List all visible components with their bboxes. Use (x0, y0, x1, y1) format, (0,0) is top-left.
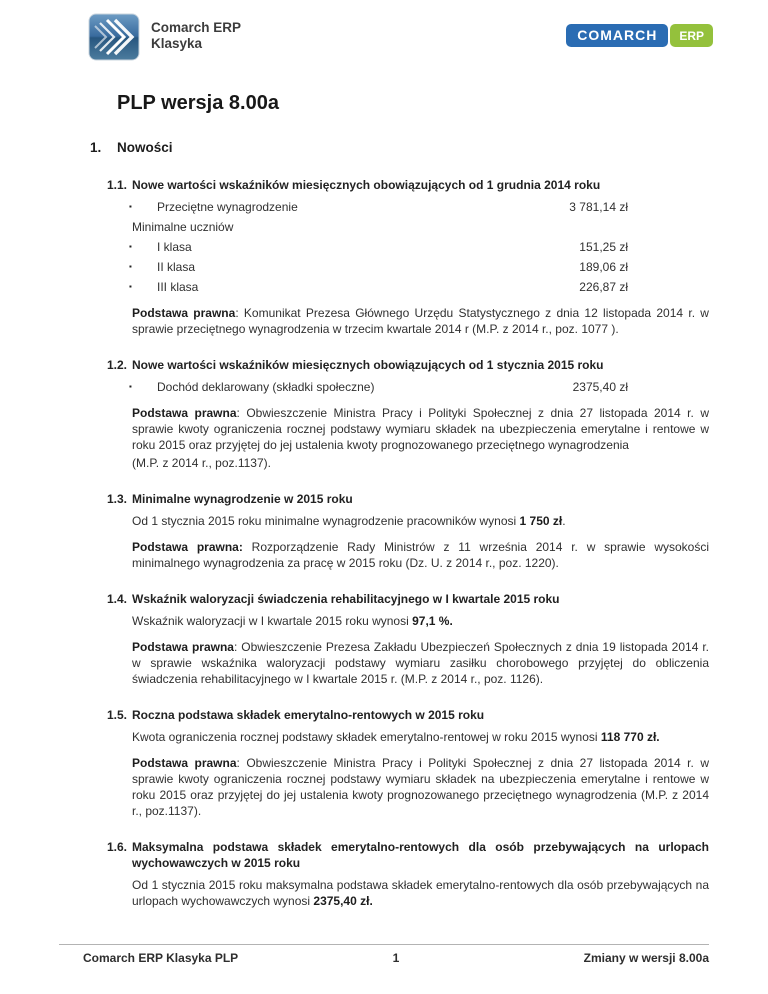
bullet-icon: ▪ (129, 242, 132, 251)
legal-basis-paragraph (132, 639, 709, 687)
subsection-title: Minimalne wynagrodzenie w 2015 roku (132, 492, 353, 506)
subsection-heading (107, 177, 709, 193)
subsection-1-6 (107, 839, 709, 909)
subsection-number: 1.3. (107, 492, 128, 506)
body-paragraph (132, 729, 709, 745)
legal-basis-label: Podstawa prawna (132, 306, 236, 320)
body-paragraph (132, 613, 709, 629)
legal-basis-paragraph (132, 755, 709, 819)
highlighted-value: 118 770 zł. (600, 730, 660, 744)
subsection-number: 1.5. (107, 708, 128, 722)
item-value: 151,25 zł (579, 240, 628, 254)
body-text: . (562, 514, 566, 528)
subsection-1-5 (107, 707, 709, 819)
legal-basis-text: : Obwieszczenie Ministra Pracy i Polityki Społecznej z dnia 27 listopada 2014 r. w sprawie kwoty ograniczenia rocznej podstawy wymiaru składek na ubezpieczenia emerytalne i rentowe w roku 2015 oraz przyjętej do jej ustalenia kwoty prognozowanego przeciętnego wynagrodzenia (M.P. z 2014 r., poz.1137). (132, 756, 709, 818)
legal-basis-label: Podstawa prawna (132, 406, 237, 420)
highlighted-value: 1 750 zł (519, 514, 563, 528)
subsection-title: Roczna podstawa składek emerytalno-rentowych w 2015 roku (132, 708, 485, 722)
subsection-number: 1.4. (107, 592, 128, 606)
subsection-title: Wskaźnik waloryzacji świadczenia rehabilitacyjnego w I kwartale 2015 roku (132, 592, 560, 606)
subsection-heading (107, 839, 709, 871)
item-value: 226,87 zł (579, 280, 628, 294)
legal-basis-reference: (M.P. z 2014 r., poz.1137). (132, 456, 271, 470)
logo-line2: Klasyka (151, 36, 203, 51)
erp-badge: ERP (670, 24, 713, 47)
indicator-list (127, 379, 628, 395)
legal-basis-label: Podstawa prawna (132, 756, 237, 770)
legal-basis-text: Rozporządzenie Rady Ministrów z 11 września 2014 r. w sprawie wysokości minimalnego wynagrodzenia za pracę w 2015 roku (Dz. U. z 2014 r., poz. 1220). (132, 540, 710, 570)
subsection-number: 1.2. (107, 358, 128, 372)
legal-basis-paragraph (132, 405, 709, 453)
page-header (88, 13, 713, 61)
list-item (127, 219, 628, 235)
subsection-1-3 (107, 491, 709, 571)
item-value: 3 781,14 zł (569, 200, 628, 214)
section-heading-nowosci (90, 139, 709, 157)
item-label: Przeciętne wynagrodzenie (157, 200, 298, 214)
body-text: Od 1 stycznia 2015 roku minimalne wynagrodzenie pracowników wynosi (132, 514, 520, 528)
highlighted-value: 2375,40 zł. (313, 894, 373, 908)
bullet-icon: ▪ (129, 382, 132, 391)
subsection-1-2 (107, 357, 709, 471)
footer-version-note: Zmiany w wersji 8.00a (583, 951, 710, 965)
legal-basis-label: Podstawa prawna: (132, 540, 243, 554)
legal-basis-text: : Obwieszczenie Ministra Pracy i Polityki Społecznej z dnia 27 listopada 2014 r. w sprawie kwoty ograniczenia rocznej podstawy wymiaru składek na ubezpieczenia emerytalne i rentowe w roku 2015 oraz przyjętej do jej ustalenia kwoty prognozowanego przeciętnego wynagrodzenia (132, 406, 709, 452)
body-text: Od 1 stycznia 2015 roku maksymalna podstawa składek emerytalno-rentowych dla osób przebywających na urlopach wychowawczych wynosi (132, 878, 709, 908)
subsection-heading (107, 357, 709, 373)
item-label: I klasa (157, 240, 192, 254)
bullet-icon: ▪ (129, 202, 132, 211)
bullet-icon: ▪ (129, 262, 132, 271)
subsection-title: Maksymalna podstawa składek emerytalno-rentowych dla osób przebywających na urlopach wychowawczych w 2015 roku (132, 840, 709, 870)
item-label: Minimalne uczniów (132, 220, 234, 234)
list-item (127, 199, 628, 215)
document-content (90, 78, 710, 909)
bullet-icon: ▪ (129, 282, 132, 291)
item-value: 189,06 zł (579, 260, 628, 274)
body-text: Kwota ograniczenia rocznej podstawy składek emerytalno-rentowej w roku 2015 wynosi (132, 730, 601, 744)
subsection-number: 1.1. (107, 178, 128, 192)
section-number: 1. (90, 140, 102, 155)
item-value: 2375,40 zł (572, 380, 628, 394)
item-label: III klasa (157, 280, 199, 294)
subsection-heading (107, 491, 709, 507)
list-item (127, 279, 628, 295)
subsection-number: 1.6. (107, 840, 128, 854)
footer-page-number: 1 (392, 951, 400, 965)
legal-basis-text: : Komunikat Prezesa Głównego Urzędu Statystycznego z dnia 12 listopada 2014 r. w sprawie przeciętnego wynagrodzenia w trzecim kwartale 2014 r (M.P. z 2014 r., poz. 1077 ). (132, 306, 709, 336)
list-item (127, 239, 628, 255)
comarch-wordmark: COMARCH (566, 24, 668, 47)
body-text: Wskaźnik waloryzacji w I kwartale 2015 roku wynosi (132, 614, 413, 628)
subsection-heading (107, 707, 709, 723)
subsection-title: Nowe wartości wskaźników miesięcznych obowiązujących od 1 grudnia 2014 roku (132, 178, 601, 192)
subsection-heading (107, 591, 709, 607)
logo-line1: Comarch ERP (151, 20, 242, 35)
logo-text (151, 13, 241, 61)
footer-product-name: Comarch ERP Klasyka PLP (83, 951, 239, 965)
body-paragraph (132, 877, 709, 909)
item-label: II klasa (157, 260, 196, 274)
comarch-erp-badge (566, 24, 713, 47)
subsection-1-1 (107, 177, 709, 337)
highlighted-value: 97,1 %. (412, 614, 453, 628)
comarch-logo-icon (88, 13, 140, 61)
legal-basis-text: : Obwieszczenie Prezesa Zakładu Ubezpieczeń Społecznych z dnia 19 listopada 2014 r. w sprawie wskaźnika waloryzacji podstawy wymiaru zasiłku chorobowego przyjętej do obliczenia świadczenia rehabilitacyjnego w I kwartale 2015 r. (M.P. z 2014 r., poz. 1126). (132, 640, 709, 686)
legal-basis-paragraph (132, 305, 709, 337)
body-paragraph (132, 513, 709, 529)
page-footer (59, 944, 709, 965)
legal-basis-label: Podstawa prawna (132, 640, 234, 654)
subsection-1-4 (107, 591, 709, 687)
list-item (127, 379, 628, 395)
page-title: PLP wersja 8.00a (117, 92, 279, 114)
list-item (127, 259, 628, 275)
item-label: Dochód deklarowany (składki społeczne) (157, 380, 375, 394)
indicator-list (127, 199, 628, 295)
section-label: Nowości (117, 140, 173, 155)
legal-basis-paragraph (132, 539, 709, 571)
subsection-title: Nowe wartości wskaźników miesięcznych obowiązujących od 1 stycznia 2015 roku (132, 358, 604, 372)
comarch-klasyka-logo (88, 13, 241, 61)
